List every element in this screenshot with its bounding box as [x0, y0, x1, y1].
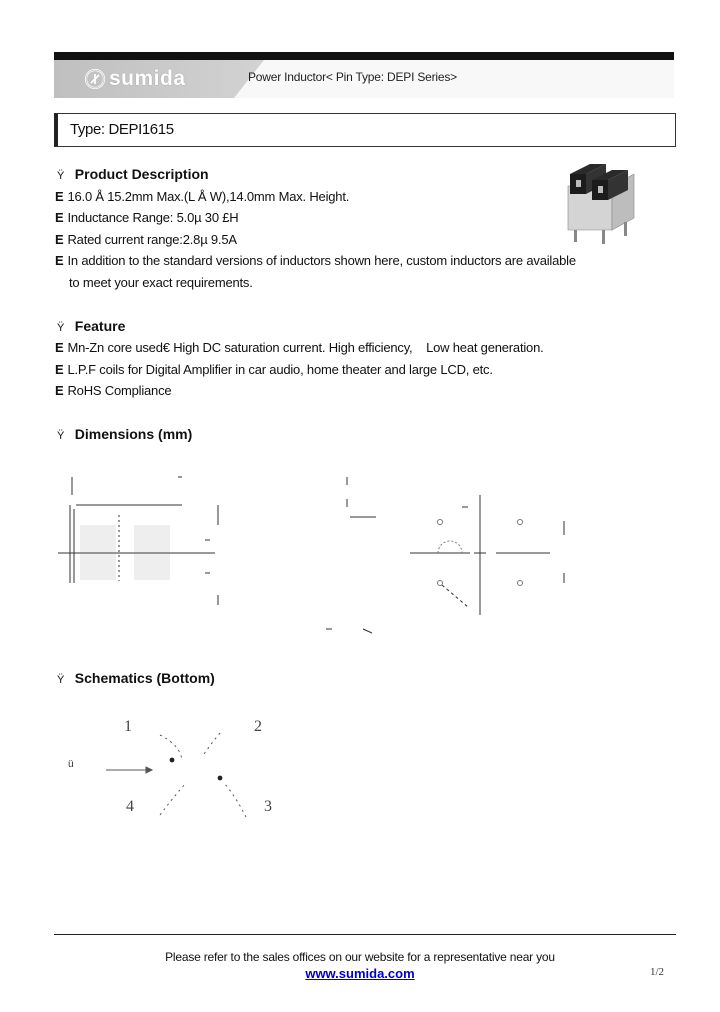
section-heading: Product Description	[74, 166, 209, 182]
sumida-logo	[84, 66, 186, 92]
list-item: E RoHS Compliance	[55, 383, 172, 398]
section-heading: Feature	[74, 318, 126, 334]
pin-label-4: 4	[126, 798, 134, 815]
pin-label-3: 3	[264, 798, 272, 815]
list-item: E 16.0 Å 15.2mm Max.(L Å W),14.0mm Max. Height.	[55, 189, 350, 204]
pin-label-1: 1	[124, 718, 132, 735]
page-title: Power Inductor< Pin Type: DEPI Series>	[248, 70, 457, 84]
feature-section	[57, 318, 125, 336]
section-mark: Ÿ	[57, 322, 65, 334]
footer-note: Please refer to the sales offices on our website for a representative near you	[165, 950, 555, 964]
product-photo	[560, 160, 642, 246]
list-item: E In addition to the standard versions of inductors shown here, custom inductors are available	[55, 253, 576, 268]
list-item: E Mn-Zn core used€ High DC saturation current. High efficiency, Low heat generation.	[55, 340, 544, 355]
svg-text:ü: ü	[68, 759, 74, 770]
list-item-continuation: to meet your exact requirements.	[69, 275, 253, 290]
section-heading: Dimensions (mm)	[74, 426, 193, 442]
section-mark: Ÿ	[57, 430, 65, 442]
type-label: Type: DEPI1615	[70, 121, 174, 138]
schematics-section	[57, 670, 215, 688]
product-description-section	[57, 166, 209, 184]
section-mark: Ÿ	[57, 170, 65, 182]
list-item: E L.P.F coils for Digital Amplifier in car audio, home theater and large LCD, etc.	[55, 362, 493, 377]
pin-label-2: 2	[254, 718, 262, 735]
website-link[interactable]: www.sumida.com	[305, 966, 415, 981]
list-item: E Rated current range:2.8µ 9.5A	[55, 232, 237, 247]
brand-name: sumida	[109, 67, 186, 90]
header-top-bar	[54, 52, 674, 60]
page-number: 1/2	[650, 966, 665, 978]
list-item: E Inductance Range: 5.0µ 30 £H	[55, 210, 239, 225]
dimensions-drawing	[50, 455, 630, 645]
sumida-logo-icon	[84, 68, 106, 90]
section-heading: Schematics (Bottom)	[74, 670, 215, 686]
section-mark: Ÿ	[57, 674, 65, 686]
dimensions-section	[57, 426, 192, 444]
footer-divider	[54, 934, 676, 935]
